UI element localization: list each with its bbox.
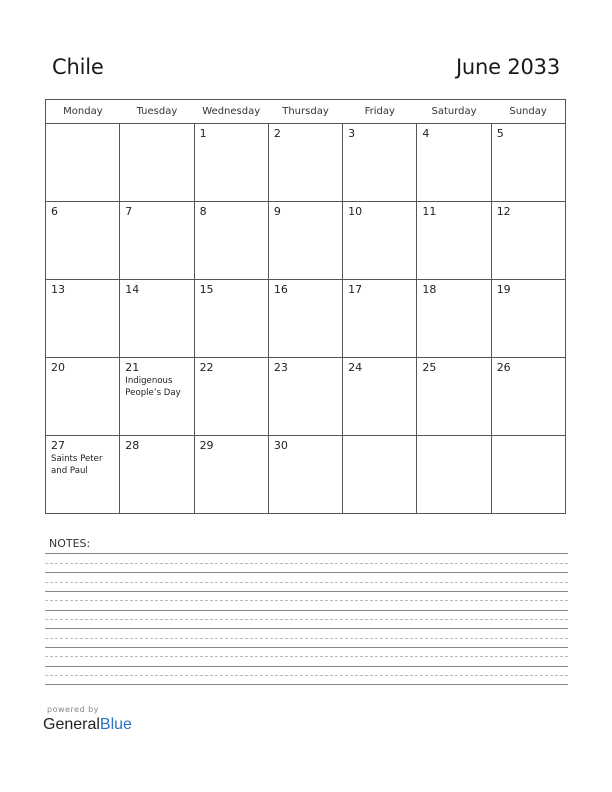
weekday-header-row <box>46 100 566 124</box>
notes-guide-line <box>45 563 568 564</box>
brand-blue: Blue <box>99 716 132 733</box>
day-number: 14 <box>125 283 140 296</box>
weekday-saturday: Saturday <box>417 100 491 124</box>
notes-line <box>45 628 568 629</box>
day-cell <box>46 280 120 358</box>
day-cell <box>491 436 565 514</box>
day-number: 18 <box>422 283 437 296</box>
calendar-grid <box>45 99 566 514</box>
day-number: 13 <box>51 283 65 296</box>
holiday-label: Saints Peter and Paul <box>51 454 103 476</box>
day-cell <box>120 436 194 514</box>
day-cell <box>120 124 194 202</box>
day-number <box>343 436 416 439</box>
day-number: 10 <box>348 205 363 218</box>
day-number: 8 <box>199 205 207 218</box>
notes-line <box>45 572 568 573</box>
day-cell <box>343 436 417 514</box>
notes-line <box>45 647 568 648</box>
day-number: 12 <box>496 205 511 218</box>
day-number: 27 <box>51 439 65 452</box>
day-number <box>417 436 490 439</box>
day-number <box>120 124 193 127</box>
day-cell <box>46 124 120 202</box>
day-number: 21 <box>125 361 140 374</box>
notes-line <box>45 684 568 685</box>
day-cell <box>46 358 120 436</box>
day-number: 6 <box>51 205 58 218</box>
day-cell <box>120 280 194 358</box>
weekday-tuesday: Tuesday <box>120 100 194 124</box>
day-cell <box>194 202 268 280</box>
notes-line <box>45 591 568 592</box>
notes-guide-line <box>45 582 568 583</box>
day-number: 4 <box>422 127 430 140</box>
week-row <box>46 436 566 514</box>
day-number: 22 <box>199 361 214 374</box>
day-number: 15 <box>199 283 214 296</box>
month-year-title: June 2033 <box>455 55 560 79</box>
notes-guide-line <box>45 675 568 676</box>
day-cell <box>343 202 417 280</box>
holiday-label: Indigenous People’s Day <box>125 376 181 398</box>
notes-line <box>45 610 568 611</box>
day-number: 19 <box>496 283 511 296</box>
day-number: 3 <box>348 127 356 140</box>
day-cell <box>343 280 417 358</box>
weekday-wednesday: Wednesday <box>194 100 268 124</box>
day-cell <box>268 124 342 202</box>
brand-general: General <box>43 716 100 733</box>
week-row <box>46 358 566 436</box>
day-cell <box>417 436 491 514</box>
day-cell <box>194 280 268 358</box>
day-number: 17 <box>348 283 363 296</box>
country-title: Chile <box>52 55 104 79</box>
notes-label: NOTES: <box>49 537 91 550</box>
day-cell <box>194 124 268 202</box>
day-number: 25 <box>422 361 437 374</box>
day-number: 9 <box>273 205 281 218</box>
day-number: 7 <box>125 205 133 218</box>
day-cell <box>194 436 268 514</box>
generalblue-logo[interactable] <box>43 716 132 734</box>
day-cell <box>491 358 565 436</box>
day-number: 16 <box>273 283 288 296</box>
notes-guide-line <box>45 638 568 639</box>
weekday-friday: Friday <box>343 100 417 124</box>
day-cell <box>343 358 417 436</box>
day-number <box>492 436 565 439</box>
day-number: 5 <box>496 127 504 140</box>
week-row <box>46 280 566 358</box>
day-number: 11 <box>422 205 437 218</box>
day-cell <box>268 280 342 358</box>
week-row <box>46 202 566 280</box>
day-cell <box>417 280 491 358</box>
notes-line <box>45 553 568 554</box>
day-cell <box>491 280 565 358</box>
day-cell <box>46 202 120 280</box>
day-cell <box>268 202 342 280</box>
day-number: 24 <box>348 361 363 374</box>
day-cell <box>120 358 194 436</box>
day-number: 28 <box>125 439 140 452</box>
notes-guide-line <box>45 656 568 657</box>
day-number: 30 <box>273 439 288 452</box>
day-number: 26 <box>496 361 511 374</box>
notes-guide-line <box>45 600 568 601</box>
day-cell <box>194 358 268 436</box>
day-cell <box>417 358 491 436</box>
day-cell <box>491 124 565 202</box>
day-cell <box>491 202 565 280</box>
day-cell <box>417 202 491 280</box>
day-cell <box>120 202 194 280</box>
weekday-thursday: Thursday <box>268 100 342 124</box>
day-cell <box>268 436 342 514</box>
day-number: 23 <box>273 361 288 374</box>
day-cell <box>46 436 120 514</box>
notes-line <box>45 666 568 667</box>
day-cell <box>417 124 491 202</box>
day-number: 20 <box>51 361 65 374</box>
notes-guide-line <box>45 619 568 620</box>
week-row <box>46 124 566 202</box>
day-number: 1 <box>199 127 207 140</box>
day-number <box>46 124 119 127</box>
powered-by-label: powered by <box>47 705 99 714</box>
day-cell <box>268 358 342 436</box>
weekday-sunday: Sunday <box>491 100 565 124</box>
weekday-monday: Monday <box>46 100 120 124</box>
day-number: 2 <box>273 127 281 140</box>
day-cell <box>343 124 417 202</box>
day-number: 29 <box>199 439 214 452</box>
